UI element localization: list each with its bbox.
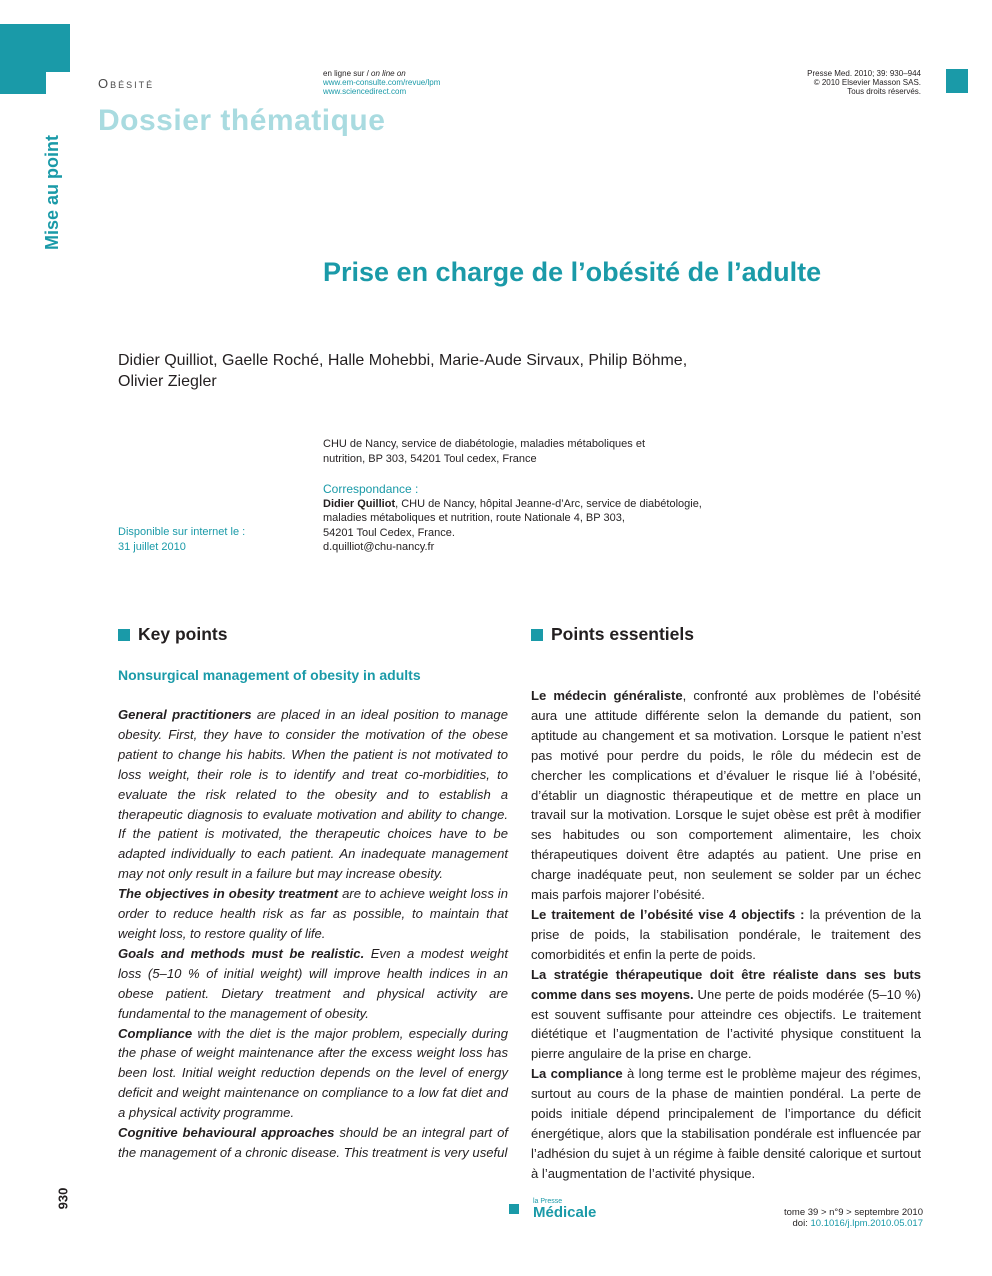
doi-link[interactable]: 10.1016/j.lpm.2010.05.017 bbox=[810, 1218, 923, 1229]
affiliation-line: nutrition, BP 303, 54201 Toul cedex, France bbox=[323, 453, 537, 465]
point-essentiel-lead: La stratégie thérapeutique doit être réaliste dans ses buts comme dans ses moyens. bbox=[531, 966, 921, 1002]
key-point-paragraph bbox=[118, 1123, 508, 1163]
logo-text bbox=[533, 1196, 597, 1221]
key-points-subtitle: Nonsurgical management of obesity in adults bbox=[118, 667, 421, 683]
correspondence-line bbox=[323, 497, 743, 512]
correspondence-line: maladies métaboliques et nutrition, route Nationale 4, BP 303, bbox=[323, 512, 625, 524]
availability-date bbox=[118, 525, 245, 555]
authors-line: Olivier Ziegler bbox=[118, 373, 217, 390]
point-essentiel-text: à long terme est le problème majeur des régimes, surtout au cours de la phase de maintien pondéral. La perte de poids initiale dépend principalement de l’importance du déficit énergétique, alors que la stabilisation pondérale est influencée par l’adhésion du sujet à un régime à faible densité calorique et surtout à l’augmentation de l’activité physique. bbox=[531, 1066, 921, 1181]
key-point-text: Even a modest weight loss (5–10 % of initial weight) will improve health indices in an obese patient. Dietary treatment and physical activity are fundamental to the management of obesity. bbox=[118, 945, 508, 1021]
key-point-text: should be an integral part of the management of a chronic disease. This treatment is very useful bbox=[118, 1125, 509, 1160]
point-essentiel-paragraph bbox=[531, 905, 921, 965]
key-point-text: with the diet is the major problem, especially during the phase of weight maintenance after the excess weight loss has been lost. Initial weight reduction depends on the level of energy deficit and weight maintenance on compliance to a low fat diet and a physical activity programme. bbox=[118, 1025, 508, 1121]
dossier-title: Dossier thématique bbox=[98, 104, 386, 137]
key-point-lead: General practitioners bbox=[118, 707, 252, 722]
key-point-lead: Cognitive behavioural approaches bbox=[118, 1125, 335, 1141]
section-label: Obésité bbox=[98, 76, 155, 91]
point-essentiel-lead: Le traitement de l’obésité vise 4 objectifs : bbox=[531, 906, 805, 922]
side-label: Mise au point bbox=[42, 134, 62, 250]
key-point-lead: Compliance bbox=[118, 1025, 193, 1041]
citation-line: Presse Med. 2010; 39: 930–944 bbox=[807, 69, 921, 78]
correspondence bbox=[323, 482, 743, 555]
key-point-paragraph bbox=[118, 1024, 508, 1124]
journal-logo bbox=[509, 1196, 597, 1221]
online-label bbox=[323, 69, 440, 78]
key-points-heading-text: Key points bbox=[138, 624, 228, 645]
square-bullet-icon bbox=[118, 629, 130, 641]
affiliation bbox=[323, 437, 683, 467]
points-essentiels-heading bbox=[531, 624, 921, 646]
point-essentiel-paragraph bbox=[531, 686, 921, 905]
key-point-lead: The objectives in obesity treatment bbox=[118, 886, 339, 902]
page-number: 930 bbox=[55, 1187, 71, 1210]
key-point-paragraph bbox=[118, 944, 508, 1024]
rights-line: Tous droits réservés. bbox=[847, 87, 921, 96]
points-essentiels-column bbox=[531, 624, 921, 1184]
point-essentiel-paragraph bbox=[531, 965, 921, 1065]
logo-square-icon bbox=[509, 1204, 519, 1214]
availability-label: Disponible sur internet le : bbox=[118, 526, 246, 538]
key-points-heading bbox=[118, 624, 508, 646]
corner-accent-block-right bbox=[946, 69, 968, 93]
correspondence-name: Didier Quilliot bbox=[323, 497, 396, 510]
doi-line bbox=[700, 1218, 923, 1229]
citation-block bbox=[720, 69, 921, 96]
corner-accent-notch bbox=[46, 72, 70, 94]
point-essentiel-lead: Le médecin généraliste bbox=[531, 688, 683, 703]
authors bbox=[118, 350, 758, 392]
logo-small-text: la Presse bbox=[533, 1198, 563, 1205]
article-title: Prise en charge de l’obésité de l’adulte bbox=[323, 257, 822, 287]
online-prefix: en ligne sur / bbox=[323, 69, 372, 78]
correspondence-line-rest: , CHU de Nancy, hôpital Jeanne-d’Arc, service de diabétologie, bbox=[395, 497, 702, 510]
key-point-text: are placed in an ideal position to manage obesity. First, they have to consider the motivation of the obese patient to change his habits. When the patient is not motivated to loss weight, their role is to identify and treat co-morbidities, to evaluate the risk related to the obesity and to establish a therapeutic diagnosis to evaluate motivation and ability to change. If the patient is motivated, the therapeutic choices have to be adapted individually to each patient. An inadequate management may not only result in a failure but may increase obesity. bbox=[118, 707, 508, 882]
key-point-paragraph bbox=[118, 705, 508, 884]
points-essentiels-heading-text: Points essentiels bbox=[551, 624, 694, 645]
point-essentiel-text: , confronté aux problèmes de l’obésité aura une attitude différente selon la demande du patient, son aptitude au changement et sa motivation. Lorsque le patient n’est pas motivé pour perdre du poids, le rôle du médecin est de chercher les complications et d’évaluer le risque lié à l’obésité, d’établir un diagnostic thérapeutique et de mettre en place un travail sur la motivation. Lorsque le sujet obèse est prêt à modifier ses habitudes ou son comportement alimentaire, les choix thérapeutiques doivent être adaptés au patient. Une prise en charge inadéquate peut, non seulement se solder par un échec mais parfois majorer l’obésité. bbox=[531, 688, 921, 903]
key-point-lead: Goals and methods must be realistic. bbox=[118, 945, 365, 961]
online-availability bbox=[323, 69, 440, 96]
online-suffix: on line on bbox=[371, 69, 406, 78]
correspondence-heading: Correspondance : bbox=[323, 482, 419, 496]
key-point-paragraph bbox=[118, 884, 508, 944]
square-bullet-icon bbox=[531, 629, 543, 641]
copyright-line: © 2010 Elsevier Masson SAS. bbox=[813, 78, 921, 87]
journal-url[interactable]: www.em-consulte.com/revue/lpm bbox=[323, 78, 441, 87]
correspondence-email[interactable]: d.quilliot@chu-nancy.fr bbox=[323, 541, 435, 553]
issue-line: tome 39 > n°9 > septembre 2010 bbox=[783, 1207, 923, 1218]
affiliation-line: CHU de Nancy, service de diabétologie, maladies métaboliques et bbox=[323, 438, 646, 450]
doi-prefix: doi: bbox=[792, 1218, 811, 1229]
key-point-text: are to achieve weight loss in order to reduce health risk as far as possible, to maintain that weight loss, to restore quality of life. bbox=[118, 886, 508, 941]
point-essentiel-text: Une perte de poids modérée (5–10 %) est souvent suffisante pour atteindre ces objectifs. Le traitement diététique et l’augmentation de l’activité physique constituent la pierre angulaire de la prise en charge. bbox=[531, 986, 921, 1062]
point-essentiel-text: la prévention de la prise de poids, la stabilisation pondérale, le traitement des comorbidités et enfin la perte de poids. bbox=[531, 906, 921, 962]
issue-info bbox=[700, 1207, 923, 1229]
correspondence-line: 54201 Toul Cedex, France. bbox=[323, 526, 455, 539]
logo-big-text: Médicale bbox=[533, 1204, 597, 1221]
authors-line: Didier Quilliot, Gaelle Roché, Halle Mohebbi, Marie-Aude Sirvaux, Philip Böhme, bbox=[118, 352, 688, 369]
point-essentiel-paragraph bbox=[531, 1064, 921, 1183]
sciencedirect-url[interactable]: www.sciencedirect.com bbox=[323, 87, 407, 96]
availability-value: 31 juillet 2010 bbox=[118, 541, 186, 553]
point-essentiel-lead: La compliance bbox=[531, 1066, 623, 1082]
key-points-column bbox=[118, 624, 508, 1163]
